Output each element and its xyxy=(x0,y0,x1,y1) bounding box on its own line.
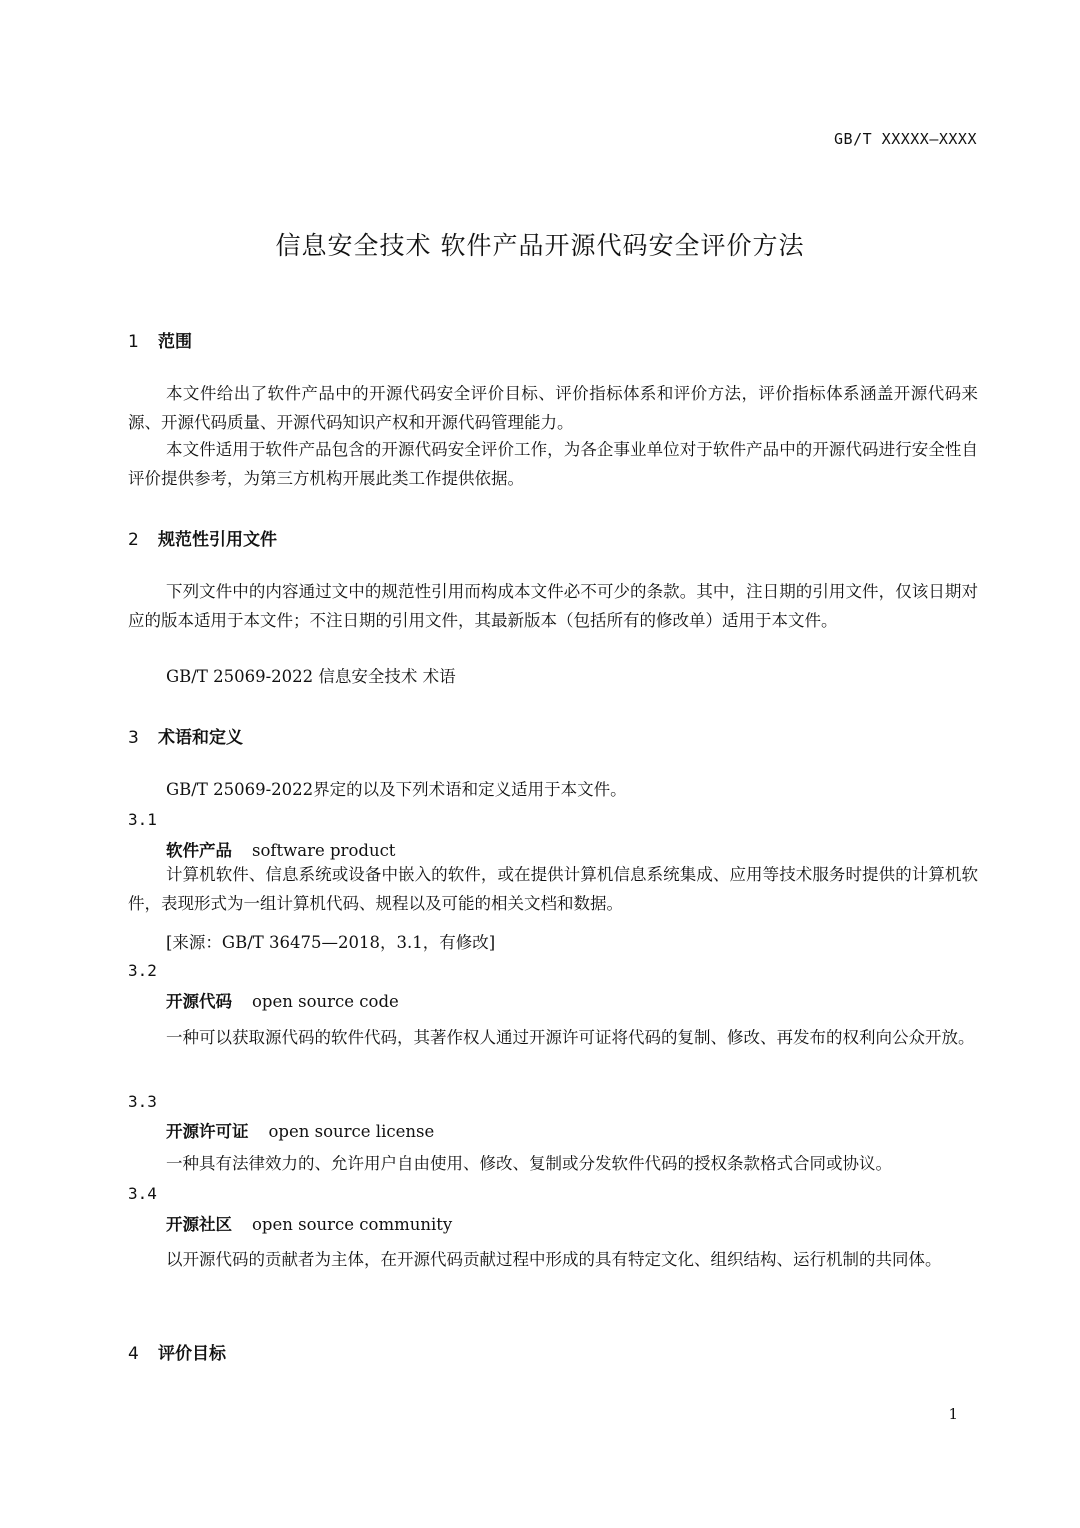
term-3-3-definition: 一种具有法律效力的、允许用户自由使用、修改、复制或分发软件代码的授权条款格式合同或协议。 xyxy=(166,1154,892,1173)
normative-reference-1: GB/T 25069-2022 信息安全技术 术语 xyxy=(166,667,456,686)
section-2-heading xyxy=(128,525,277,550)
term-chinese: 软件产品 xyxy=(166,841,232,860)
term-3-3-name xyxy=(166,1118,434,1142)
term-3-1-name xyxy=(166,837,395,861)
section-number: 4 xyxy=(128,1344,139,1364)
term-3-1-definition: 计算机软件、信息系统或设备中嵌入的软件，或在提供计算机信息系统集成、应用等技术服务时提供的计算机软件，表现形式为一组计算机代码、规程以及可能的相关文档和数据。 xyxy=(128,865,978,913)
section-number: 1 xyxy=(128,332,139,352)
section-title: 规范性引用文件 xyxy=(158,530,277,550)
standard-code: GB/T XXXXX—XXXX xyxy=(834,130,977,148)
term-3-1-source: [来源：GB/T 36475—2018，3.1，有修改] xyxy=(166,933,496,952)
section-title: 评价目标 xyxy=(158,1344,226,1364)
term-3-4-name xyxy=(166,1211,452,1235)
term-3-2-definition: 一种可以获取源代码的软件代码，其著作权人通过开源许可证将代码的复制、修改、再发布的权利向公众开放。 xyxy=(166,1028,975,1047)
section-title: 范围 xyxy=(158,332,192,352)
term-english: open source community xyxy=(252,1215,453,1234)
section-3-intro: GB/T 25069-2022界定的以及下列术语和定义适用于本文件。 xyxy=(166,780,627,799)
term-3-4-definition: 以开源代码的贡献者为主体，在开源代码贡献过程中形成的具有特定文化、组织结构、运行机制的共同体。 xyxy=(166,1250,942,1269)
section-4-heading xyxy=(128,1339,226,1364)
section-1-heading xyxy=(128,327,192,352)
page-number: 1 xyxy=(948,1405,958,1423)
term-english: open source code xyxy=(252,992,399,1011)
section-number: 2 xyxy=(128,530,139,550)
term-chinese: 开源许可证 xyxy=(166,1122,249,1141)
term-english: open source license xyxy=(268,1122,435,1141)
term-english: software product xyxy=(252,841,396,860)
section-number: 3 xyxy=(128,728,139,748)
section-1-paragraph-2: 本文件适用于软件产品包含的开源代码安全评价工作，为各企事业单位对于软件产品中的开源代码进行安全性自评价提供参考，为第三方机构开展此类工作提供依据。 xyxy=(128,440,978,488)
term-3-2-name xyxy=(166,988,399,1012)
term-chinese: 开源代码 xyxy=(166,992,232,1011)
term-3-2-number: 3.2 xyxy=(128,961,157,980)
term-3-1-number: 3.1 xyxy=(128,810,157,829)
section-2-paragraph-1: 下列文件中的内容通过文中的规范性引用而构成本文件必不可少的条款。其中，注日期的引用文件，仅该日期对应的版本适用于本文件；不注日期的引用文件，其最新版本（包括所有的修改单）适用于本文件。 xyxy=(128,582,978,630)
term-3-3-number: 3.3 xyxy=(128,1092,157,1111)
section-1-paragraph-1: 本文件给出了软件产品中的开源代码安全评价目标、评价指标体系和评价方法，评价指标体系涵盖开源代码来源、开源代码质量、开源代码知识产权和开源代码管理能力。 xyxy=(128,384,978,432)
section-title: 术语和定义 xyxy=(158,728,243,748)
term-3-4-number: 3.4 xyxy=(128,1184,157,1203)
section-3-heading xyxy=(128,723,243,748)
term-chinese: 开源社区 xyxy=(166,1215,232,1234)
document-title: 信息安全技术 软件产品开源代码安全评价方法 xyxy=(275,231,805,260)
